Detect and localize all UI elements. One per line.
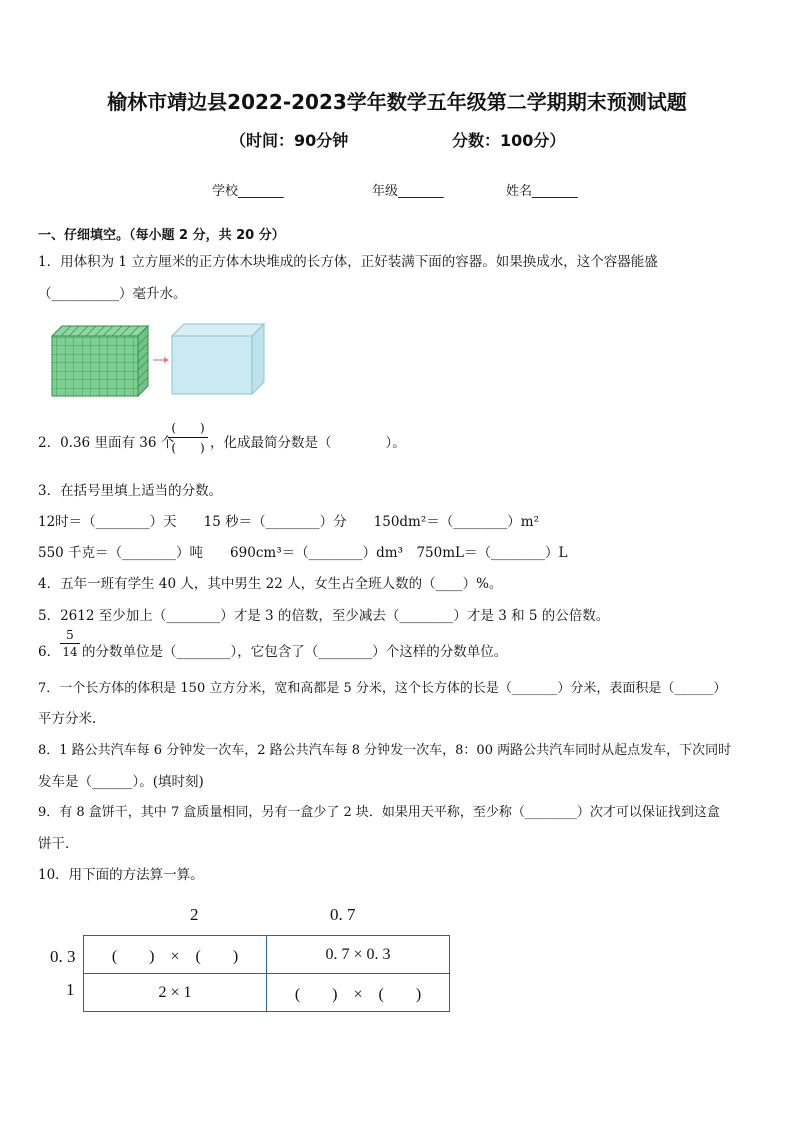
fraction-numerator: ( ) [171,421,205,435]
fraction-numerator: 5 [66,628,74,642]
calc-cell: ( ) × ( ) [84,936,267,974]
grade-field: 年级_______ [372,184,444,199]
question-9-line-2: 饼干． [38,836,79,852]
question-7-line-1: 7．一个长方体的体积是 150 立方分米，宽和高都是 5 分米，这个长方体的长是（_______）分米，表面积是（______） [38,681,727,696]
question-9-line-1: 9．有 8 盒饼干，其中 7 盒质量相同，另有一盒少了 2 块．如果用天平称，至少称（________）次才可以保证找到这盒 [38,805,720,820]
calc-row-header-1: 0. 3 [50,947,76,966]
calc-cell: 0. 7 × 0. 3 [267,936,450,974]
question-3-line-2: 12时＝（________）天 15 秒＝（________）分 150dm²＝（________）m² [38,514,539,530]
section-title: 一、仔细填空。（每小题 2 分，共 20 分） [38,228,285,243]
question-7-line-2: 平方分米. [38,711,97,727]
table-row [84,936,450,974]
table-row [84,974,450,1012]
score-label: 分数：100分） [452,131,566,150]
calc-column-header-1: 2 [190,905,199,924]
arrow-icon [153,357,169,363]
empty-container [172,324,264,394]
time-label: （时间：90分钟 [230,131,349,150]
question-6-suffix: 的分数单位是（________），它包含了（________）个这样的分数单位。 [82,644,508,660]
calc-cell: 2 × 1 [84,974,267,1012]
page-title: 榆林市靖边县2022-2023学年数学五年级第二学期期末预测试题 [107,90,687,114]
question-3-line-1: 3．在括号里填上适当的分数。 [38,483,223,499]
question-2-fraction [168,419,208,456]
question-2-suffix: ，化成最简分数是（ ）。 [210,435,406,451]
question-8-line-1: 8．1 路公共汽车每 6 分钟发一次车，2 路公共汽车每 8 分钟发一次车，8：00 两路公共汽车同时从起点发车，下次同时 [38,743,732,758]
fraction-denominator: 14 [62,645,78,659]
school-field: 学校_______ [212,184,284,199]
question-6-prefix: 6． [38,644,61,660]
cube-container-figure [48,320,268,400]
question-10-line-1: 10．用下面的方法算一算。 [38,867,204,883]
question-8-line-2: 发车是（______）。(填时刻) [38,774,204,790]
question-6-fraction [60,628,80,659]
name-field: 姓名_______ [506,184,578,199]
calc-row-header-2: 1 [66,980,75,999]
question-1-line-1: 1．用体积为 1 立方厘米的正方体木块堆成的长方体，正好装满下面的容器。如果换成水，这个容器能盛 [38,254,658,270]
question-5: 5．2612 至少加上（________）才是 3 的倍数，至少减去（________）才是 3 和 5 的公倍数。 [38,608,610,624]
question-3-line-3: 550 千克＝（________）吨 690cm³＝（________）dm³ 750mL＝（________）L [38,545,568,561]
calc-table [83,935,450,1012]
question-4: 4．五年一班有学生 40 人，其中男生 22 人，女生占全班人数的（____）%。 [38,576,503,592]
calc-cell: ( ) × ( ) [267,974,450,1012]
fraction-denominator: ( ) [171,441,205,455]
question-2-prefix: 2．0.36 里面有 36 个 [38,435,175,451]
question-1-line-2: （__________）毫升水。 [38,286,187,302]
unit-cube-block [52,326,148,396]
calc-column-header-2: 0. 7 [330,905,356,924]
